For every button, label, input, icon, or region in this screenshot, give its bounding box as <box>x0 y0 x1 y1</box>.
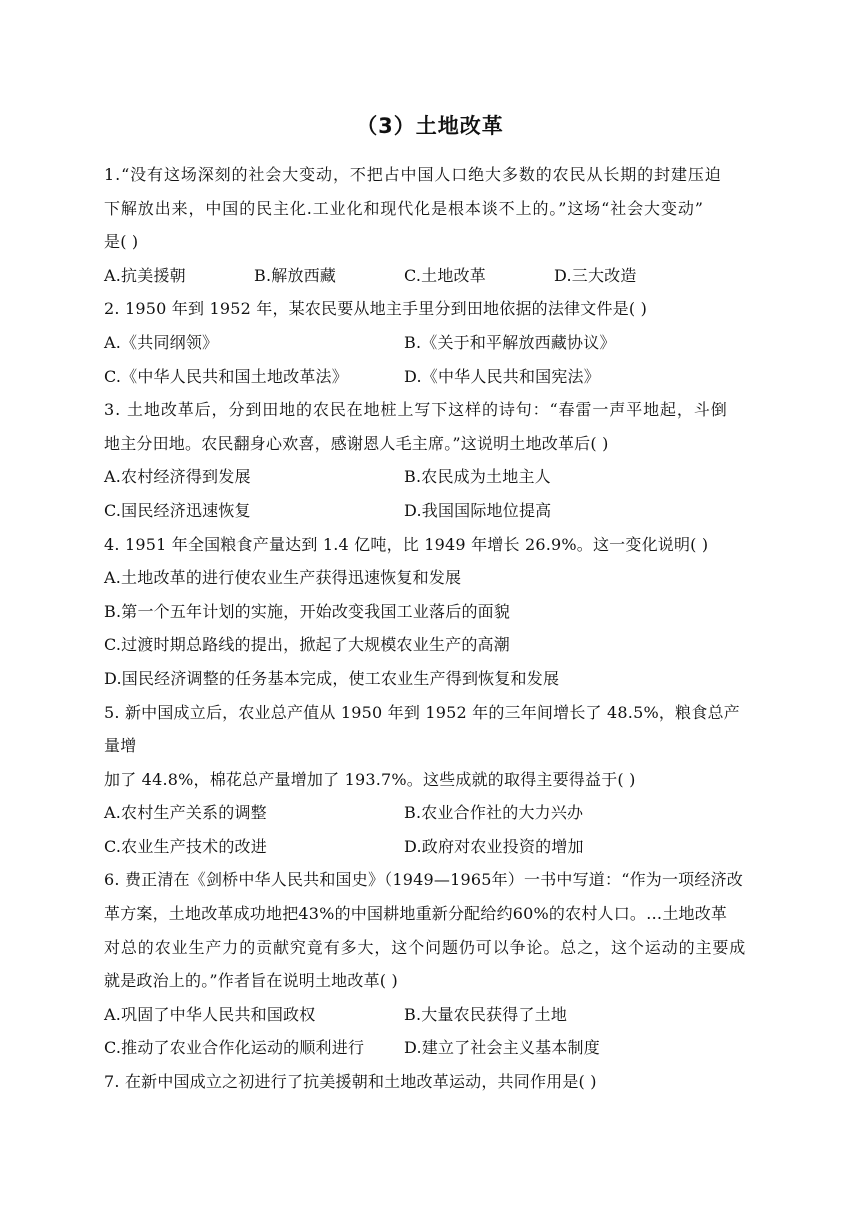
question-3-option-d: D.我国国际地位提高 <box>404 500 552 520</box>
question-6-line-2: 革方案，土地改革成功地把43%的中国耕地重新分配给约60%的农村人口。…土地改革 <box>104 904 728 924</box>
question-5-line-1: 5. 新中国成立后，农业总产值从 1950 年到 1952 年的三年间增长了 48.5%，粮食总产 <box>104 702 740 722</box>
question-6-options-row-1 <box>104 998 764 1032</box>
question-2-options-row-2 <box>104 360 764 394</box>
question-3-option-a: A.农村经济得到发展 <box>104 467 251 487</box>
question-5-option-c: C.农业生产技术的改进 <box>104 836 267 856</box>
question-6-option-c: C.推动了农业合作化运动的顺利进行 <box>104 1038 365 1058</box>
question-4-option-a: A.土地改革的进行使农业生产获得迅速恢复和发展 <box>104 568 462 588</box>
question-2-option-c: C.《中华人民共和国土地改革法》 <box>104 366 348 386</box>
question-3-options-row-2 <box>104 494 764 528</box>
question-5-line-2: 量增 <box>104 736 137 756</box>
question-6-option-d: D.建立了社会主义基本制度 <box>404 1038 600 1058</box>
question-5-options-row-2 <box>104 830 764 864</box>
question-3-line-2: 地主分田地。农民翻身心欢喜，感谢恩人毛主席。”这说明土地改革后( ) <box>104 433 609 453</box>
question-2-line-1: 2. 1950 年到 1952 年，某农民要从地主手里分到田地依据的法律文件是( ) <box>104 299 648 319</box>
question-1-line-1: 1.“没有这场深刻的社会大变动，不把占中国人口绝大多数的农民从长期的封建压迫 <box>104 165 722 184</box>
question-2-options-row-1 <box>104 326 764 360</box>
question-3-option-c: C.国民经济迅速恢复 <box>104 500 251 520</box>
question-4-option-d: D.国民经济调整的任务基本完成，使工农业生产得到恢复和发展 <box>104 668 560 688</box>
question-7-line-1: 7. 在新中国成立之初进行了抗美援朝和土地改革运动，共同作用是( ) <box>104 1072 597 1092</box>
question-list <box>104 158 764 1099</box>
question-4-option-b: B.第一个五年计划的实施，开始改变我国工业落后的面貌 <box>104 601 511 621</box>
question-3-line-1: 3. 土地改革后，分到田地的农民在地桩上写下这样的诗句：“春雷一声平地起，斗倒 <box>104 400 728 420</box>
page-title: （3）土地改革 <box>356 114 504 138</box>
question-6-line-3: 对总的农业生产力的贡献究竟有多大，这个问题仍可以争论。总之，这个运动的主要成 <box>104 937 747 957</box>
question-2-option-b: B.《关于和平解放西藏协议》 <box>404 332 616 352</box>
question-6-options-row-2 <box>104 1031 764 1065</box>
question-2-option-a: A.《共同纲领》 <box>104 332 219 352</box>
question-1-option-a: A.抗美援朝 <box>104 265 186 285</box>
question-5-options-row-1 <box>104 796 764 830</box>
question-3-option-b: B.农民成为土地主人 <box>404 467 551 487</box>
question-5-option-a: A.农村生产关系的调整 <box>104 803 267 823</box>
question-6-line-4: 就是政治上的。”作者旨在说明土地改革( ) <box>104 971 398 991</box>
question-6-line-1: 6. 费正清在《剑桥中华人民共和国史》（1949—1965年）一书中写道：“作为一项经济改 <box>104 870 743 890</box>
question-5-option-b: B.农业合作社的大力兴办 <box>404 803 584 823</box>
question-1-line-2: 下解放出来，中国的民主化.工业化和现代化是根本谈不上的。”这场“社会大变动” <box>104 198 704 218</box>
question-4-line-1: 4. 1951 年全国粮食产量达到 1.4 亿吨，比 1949 年增长 26.9%。这一变化说明( ) <box>104 534 709 554</box>
question-6-option-a: A.巩固了中华人民共和国政权 <box>104 1004 316 1024</box>
question-1-option-c: C.土地改革 <box>404 265 486 285</box>
question-4-option-c: C.过渡时期总路线的提出，掀起了大规模农业生产的高潮 <box>104 635 510 655</box>
question-1-options <box>104 259 764 293</box>
question-1-option-d: D.三大改造 <box>554 265 637 285</box>
question-5-line-3: 加了 44.8%，棉花总产量增加了 193.7%。这些成就的取得主要得益于( ) <box>104 769 636 789</box>
question-6-option-b: B.大量农民获得了土地 <box>404 1004 568 1024</box>
question-5-option-d: D.政府对农业投资的增加 <box>404 836 584 856</box>
question-2-option-d: D.《中华人民共和国宪法》 <box>404 366 600 386</box>
question-1-line-3: 是( ) <box>104 232 139 252</box>
question-3-options-row-1 <box>104 460 764 494</box>
question-1-option-b: B.解放西藏 <box>254 265 337 285</box>
